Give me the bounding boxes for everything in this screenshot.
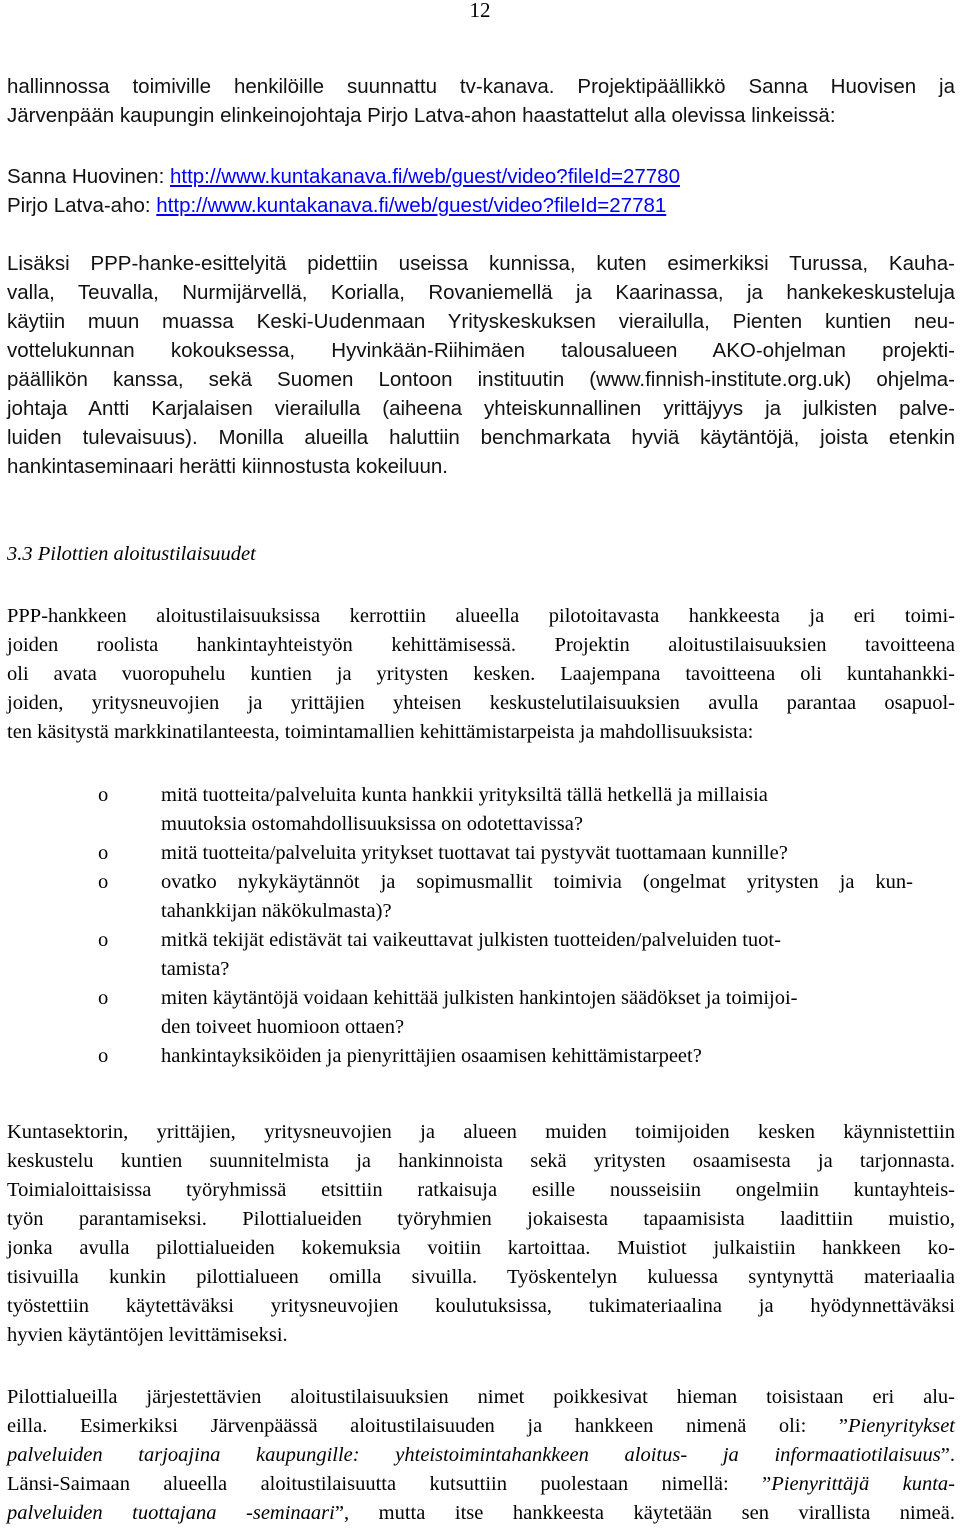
text-line: Pilottialueilla järjestettävien aloitustilaisuuksien nimet poikkesivat hieman toisistaan eri alu-	[7, 1386, 955, 1408]
link-label: Sanna Huovinen:	[7, 165, 170, 188]
text-span: Länsi-Saimaan alueella aloitustilaisuutta kutsuttiin puolestaan nimellä: ”	[7, 1473, 772, 1495]
bullet-marker: o	[98, 1045, 109, 1067]
list-item-text: mitä tuotteita/palveluita kunta hankkii yrityksiltä tällä hetkellä ja millaisia	[161, 784, 768, 806]
link-row	[7, 191, 955, 220]
text-line: Toimialoittaisissa työryhmissä etsittiin ratkaisuja esille nousseisiin ongelmiin kuntayhteis-	[7, 1179, 955, 1201]
text-line	[7, 1499, 955, 1528]
bullet-marker: o	[98, 842, 109, 864]
text-line: Lisäksi PPP-hanke-esittelyitä pidettiin useissa kunnissa, kuten esimerkiksi Turussa, Kauha-	[7, 252, 955, 275]
paragraph-kickoff	[7, 602, 955, 747]
list-item-text: ovatko nykykäytännöt ja sopimusmallit toimivia (ongelmat yritysten ja kun-	[161, 871, 913, 893]
list-item-text: hankintayksiköiden ja pienyrittäjien osaamisen kehittämistarpeet?	[161, 1045, 702, 1067]
text-line: jonka avulla pilottialueiden kokemuksia voitiin kartoittaa. Muistiot julkaistiin hankkeen ko-	[7, 1237, 955, 1259]
list-item	[7, 926, 955, 984]
text-span: eilla. Esimerkiksi Järvenpäässä aloitustilaisuuden ja hankkeen nimenä oli: ”	[7, 1415, 848, 1437]
text-line: käytiin muun muassa Keski-Uudenmaan Yrityskeskuksen vierailulla, Pienten kuntien neu-	[7, 310, 955, 333]
event-name-italic: palveluiden tarjoajina kaupungille: yhteistoimintahankkeen aloitus- ja informaatiotilaisuus	[7, 1444, 941, 1466]
text-line: keskustelu kuntien suunnitelmista ja hankinnoista sekä yritysten osaamisesta ja tarjonnasta.	[7, 1150, 955, 1172]
paragraph-workgroups	[7, 1118, 955, 1350]
text-line: päällikön kanssa, sekä Suomen Lontoon instituutin (www.finnish-institute.org.uk) ohjelma-	[7, 368, 955, 391]
question-list	[7, 781, 955, 1071]
text-line: Järvenpään kaupungin elinkeinojohtaja Pirjo Latva-ahon haastattelut alla olevissa linkeissä:	[7, 104, 836, 127]
link-label: Pirjo Latva-aho:	[7, 194, 157, 217]
text-line	[7, 1441, 955, 1470]
text-line: ten käsitystä markkinatilanteesta, toimintamallien kehittämistarpeista ja mahdollisuuksista:	[7, 721, 754, 743]
event-name-italic: palveluiden tuottajana -seminaari	[7, 1502, 335, 1524]
text-line: tisivuilla kunkin pilottialueen omilla sivuilla. Työskentelyn kuluessa syntynyttä materiaalia	[7, 1266, 955, 1288]
text-line	[7, 1412, 955, 1441]
bullet-marker: o	[98, 784, 109, 806]
list-item-text: tamista?	[161, 958, 230, 980]
text-line: joiden, yritysneuvojien ja yrittäjien yhteisen keskustelutilaisuuksien avulla parantaa osapuol-	[7, 692, 955, 714]
link-row	[7, 162, 955, 191]
text-line: valla, Teuvalla, Nurmijärvellä, Korialla, Rovaniemellä ja Kaarinassa, ja hankekeskusteluja	[7, 281, 955, 304]
list-item	[7, 868, 955, 926]
list-item	[7, 839, 955, 868]
list-item-text: den toiveet huomioon ottaen?	[161, 1016, 405, 1038]
text-line: hankintaseminaari herätti kiinnostusta kokeiluun.	[7, 455, 449, 478]
text-line: vottelukunnan kokouksessa, Hyvinkään-Riihimäen talousalueen AKO-ohjelman projekti-	[7, 339, 955, 362]
list-item-text: muutoksia ostomahdollisuuksissa on odotettavissa?	[161, 813, 583, 835]
paragraph-event-names	[7, 1383, 955, 1528]
bullet-marker: o	[98, 987, 109, 1009]
list-item	[7, 1042, 955, 1071]
text-line: hallinnossa toimiville henkilöille suunnattu tv-kanava. Projektipäällikkö Sanna Huovisen ja	[7, 75, 955, 98]
event-name-italic: Pienyrittäjä kunta-	[771, 1473, 956, 1495]
text-span: ”.	[940, 1444, 955, 1466]
video-links	[7, 162, 955, 220]
paragraph-presentations	[7, 249, 955, 481]
list-item-text: mitkä tekijät edistävät tai vaikeuttavat julkisten tuotteiden/palveluiden tuot-	[161, 929, 781, 951]
text-line: joiden roolista hankintayhteistyön kehittämisessä. Projektin aloitustilaisuuksien tavoitteena	[7, 634, 955, 656]
event-name-italic: Pienyritykset	[847, 1415, 955, 1437]
list-item	[7, 781, 955, 839]
text-line: oli avata vuoropuhelu kuntien ja yritysten kesken. Laajempana tavoitteena oli kuntahankki-	[7, 663, 955, 685]
text-line: PPP-hankkeen aloitustilaisuuksissa kerrottiin alueella pilotoitavasta hankkeesta ja eri toimi-	[7, 605, 955, 627]
list-item-text: mitä tuotteita/palveluita yritykset tuottavat tai pystyvät tuottamaan kunnille?	[161, 842, 788, 864]
list-item	[7, 984, 955, 1042]
text-span: ”, mutta itse hankkeesta käytetään sen virallista nimeä.	[334, 1502, 955, 1524]
text-line: hyvien käytäntöjen levittämiseksi.	[7, 1324, 288, 1346]
list-item-text: miten käytäntöjä voidaan kehittää julkisten hankintojen säädökset ja toimijoi-	[161, 987, 798, 1009]
text-line: työn parantamiseksi. Pilottialueiden työryhmien jokaisesta tapaamisista laadittiin muistio,	[7, 1208, 955, 1230]
text-line: luiden tulevaisuus). Monilla alueilla haluttiin benchmarkata hyviä käytäntöjä, joista etenkin	[7, 426, 955, 449]
text-line: Kuntasektorin, yrittäjien, yritysneuvojien ja alueen muiden toimijoiden kesken käynnistettiin	[7, 1121, 955, 1143]
intro-paragraph	[7, 72, 955, 130]
list-item-text: tahankkijan näkökulmasta)?	[161, 900, 392, 922]
bullet-marker: o	[98, 929, 109, 951]
section-heading: 3.3 Pilottien aloitustilaisuudet	[7, 543, 256, 565]
bullet-marker: o	[98, 871, 109, 893]
text-line: työstettiin käytettäväksi yritysneuvojien koulutuksissa, tukimateriaalina ja hyödynnettäväksi	[7, 1295, 955, 1317]
video-link[interactable]: http://www.kuntakanava.fi/web/guest/video?fileId=27781	[156, 194, 667, 217]
text-line	[7, 1470, 955, 1499]
text-line: johtaja Antti Karjalaisen vierailulla (aiheena yhteiskunnallinen yrittäjyys ja julkisten palve-	[7, 397, 955, 420]
page-number: 12	[469, 0, 491, 22]
video-link[interactable]: http://www.kuntakanava.fi/web/guest/video?fileId=27780	[169, 165, 680, 188]
